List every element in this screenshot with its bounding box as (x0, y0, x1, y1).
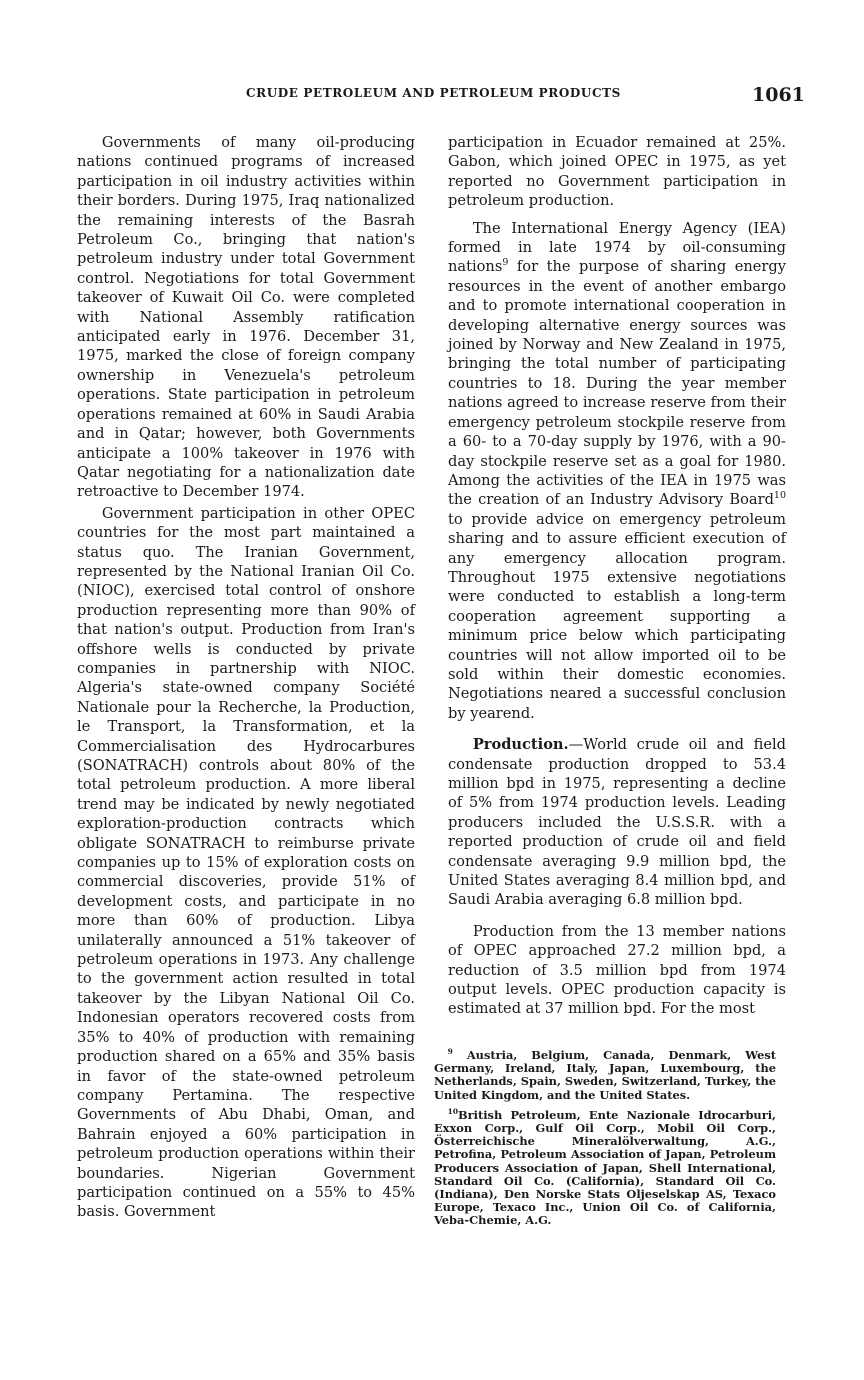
iea-text-middle: for the purpose of sharing energy resources in the event of another embargo and to promote international cooperation in developing alternative energy sources was joined by Norway and New Zealand in 1975, bringing the total number of participating countries to 18. During the year member nations agreed to increase reserve from their emergency petroleum stockpile reserve from a 60- to a 70-day supply by 1976, with a 90-day stockpile reserve set as a goal for 1980. Among the activities of the IEA in 1975 was the creation of an Industry Advisory Board (448, 258, 786, 509)
paragraph-ownership: Governments of many oil-producing nations continued programs of increased participation in oil industry activities within their borders. During 1975, Iraq nationalized the remaining interests of the Basrah Petroleum Co., bringing that nation's petroleum industry under total Government control. Negotiations for total Government takeover of Kuwait Oil Co. were completed with National Assembly ratification anticipated early in 1976. December 31, 1975, marked the close of foreign company ownership in Venezuela's petroleum operations. State participation in petroleum operations remained at 60% in Saudi Arabia and in Qatar; however, both Governments anticipate a 100% takeover in 1976 with Qatar negotiating for a nationalization date retroactive to December 1974. (77, 134, 415, 501)
footnote-ref-9: 9 (502, 257, 509, 269)
production-text: —World crude oil and field condensate production dropped to 53.4 million bpd in 1975, representing a decline of 5% from 1974 production levels. Leading producers included the U.S.S.R. with a reported production of crude oil and field condensate averaging 9.9 million bpd, the United States averaging 8.4 million bpd, and Saudi Arabia averaging 6.8 million bpd. (448, 736, 786, 909)
footnote-10 (434, 1109, 776, 1228)
production-heading: Production. (472, 736, 569, 754)
running-head: CRUDE PETROLEUM AND PETROLEUM PRODUCTS (246, 86, 621, 100)
iea-text-end: to provide advice on emergency petroleum sharing and to assure efficient execution of any emergency allocation program. Throughout 1975 extensive negotiations were conducted to establish a long-term cooperation agreement supporting a minimum price below which participating countries will not allow imported oil to be sold within their domestic economies. Negotiations neared a successful conclusion by yearend. (448, 510, 786, 722)
iea-text-start: The International Energy Agency (IEA) formed in late 1974 by oil-consuming nations (448, 219, 786, 276)
footnote-ref-10: 10 (773, 490, 786, 502)
page-number: 1061 (752, 84, 805, 106)
footnote-9 (434, 1049, 776, 1102)
left-column (77, 133, 415, 1222)
footnote-10-marker: 10 (447, 1107, 458, 1117)
paragraph-iea (448, 219, 786, 724)
footnote-10-text: British Petroleum, Ente Nazionale Idrocarburi, Exxon Corp., Gulf Oil Corp., Mobil Oil Corp., Österreichische Mineralölverwaltung, A.G., Petrofina, Petroleum Association of Japan, Petroleum Producers Association of Japan, Shell International, Standard Oil Co. (California), Standard Oil Co. (Indiana), Den Norske Stats Oljeselskap AS, Texaco Europe, Texaco Inc., Union Oil Co. of California, Veba-Chemie, A.G. (434, 1107, 776, 1228)
footnote-9-text: Austria, Belgium, Canada, Denmark, West Germany, Ireland, Italy, Japan, Luxembourg, the Netherlands, Spain, Sweden, Switzerland, Turkey, the United Kingdom, and the United States. (434, 1048, 776, 1102)
paragraph-opec-participation: Government participation in other OPEC countries for the most part maintained a status quo. The Iranian Government, represented by the National Iranian Oil Co. (NIOC), exercised total control of onshore production representing more than 90% of that nation's output. Production from Iran's offshore wells is conducted by private companies in partnership with NIOC. Algeria's state-owned company Société Nationale pour la Recherche, la Production, le Transport, la Transformation, et la Commercialisation des Hydrocarbures (SONATRACH) controls about 80% of the total petroleum production. A more liberal trend may be indicated by newly negotiated exploration-production contracts which obligate SONATRACH to reimburse private companies up to 15% of exploration costs on commercial discoveries, provide 51% of development costs, and participate in no more than 60% of production. Libya unilaterally announced a 51% takeover of petroleum operations in 1973. Any challenge to the government action resulted in total takeover by the Libyan National Oil Co. Indonesian operators recovered costs from 35% to 40% of production with remaining production shared on a 65% and 35% basis in favor of the state-owned petroleum company Pertamina. The respective Governments of Abu Dhabi, Oman, and Bahrain enjoyed a 60% participation in petroleum production operations within their boundaries. Nigerian Government participation continued on a 55% to 45% basis. Government (77, 504, 415, 1221)
footnotes (434, 1049, 776, 1235)
paragraph-opec-output: Production from the 13 member nations of OPEC approached 27.2 million bpd, a reduction of 3.5 million bpd from 1974 output levels. OPEC production capacity is estimated at 37 million bpd. For the most (448, 922, 786, 1018)
right-column (448, 133, 786, 1019)
paragraph-ecuador-gabon: participation in Ecuador remained at 25%. Gabon, which joined OPEC in 1975, as yet reported no Government participation in petroleum production. (448, 134, 786, 210)
footnote-9-marker: 9 (447, 1047, 453, 1057)
paragraph-production (448, 735, 786, 910)
